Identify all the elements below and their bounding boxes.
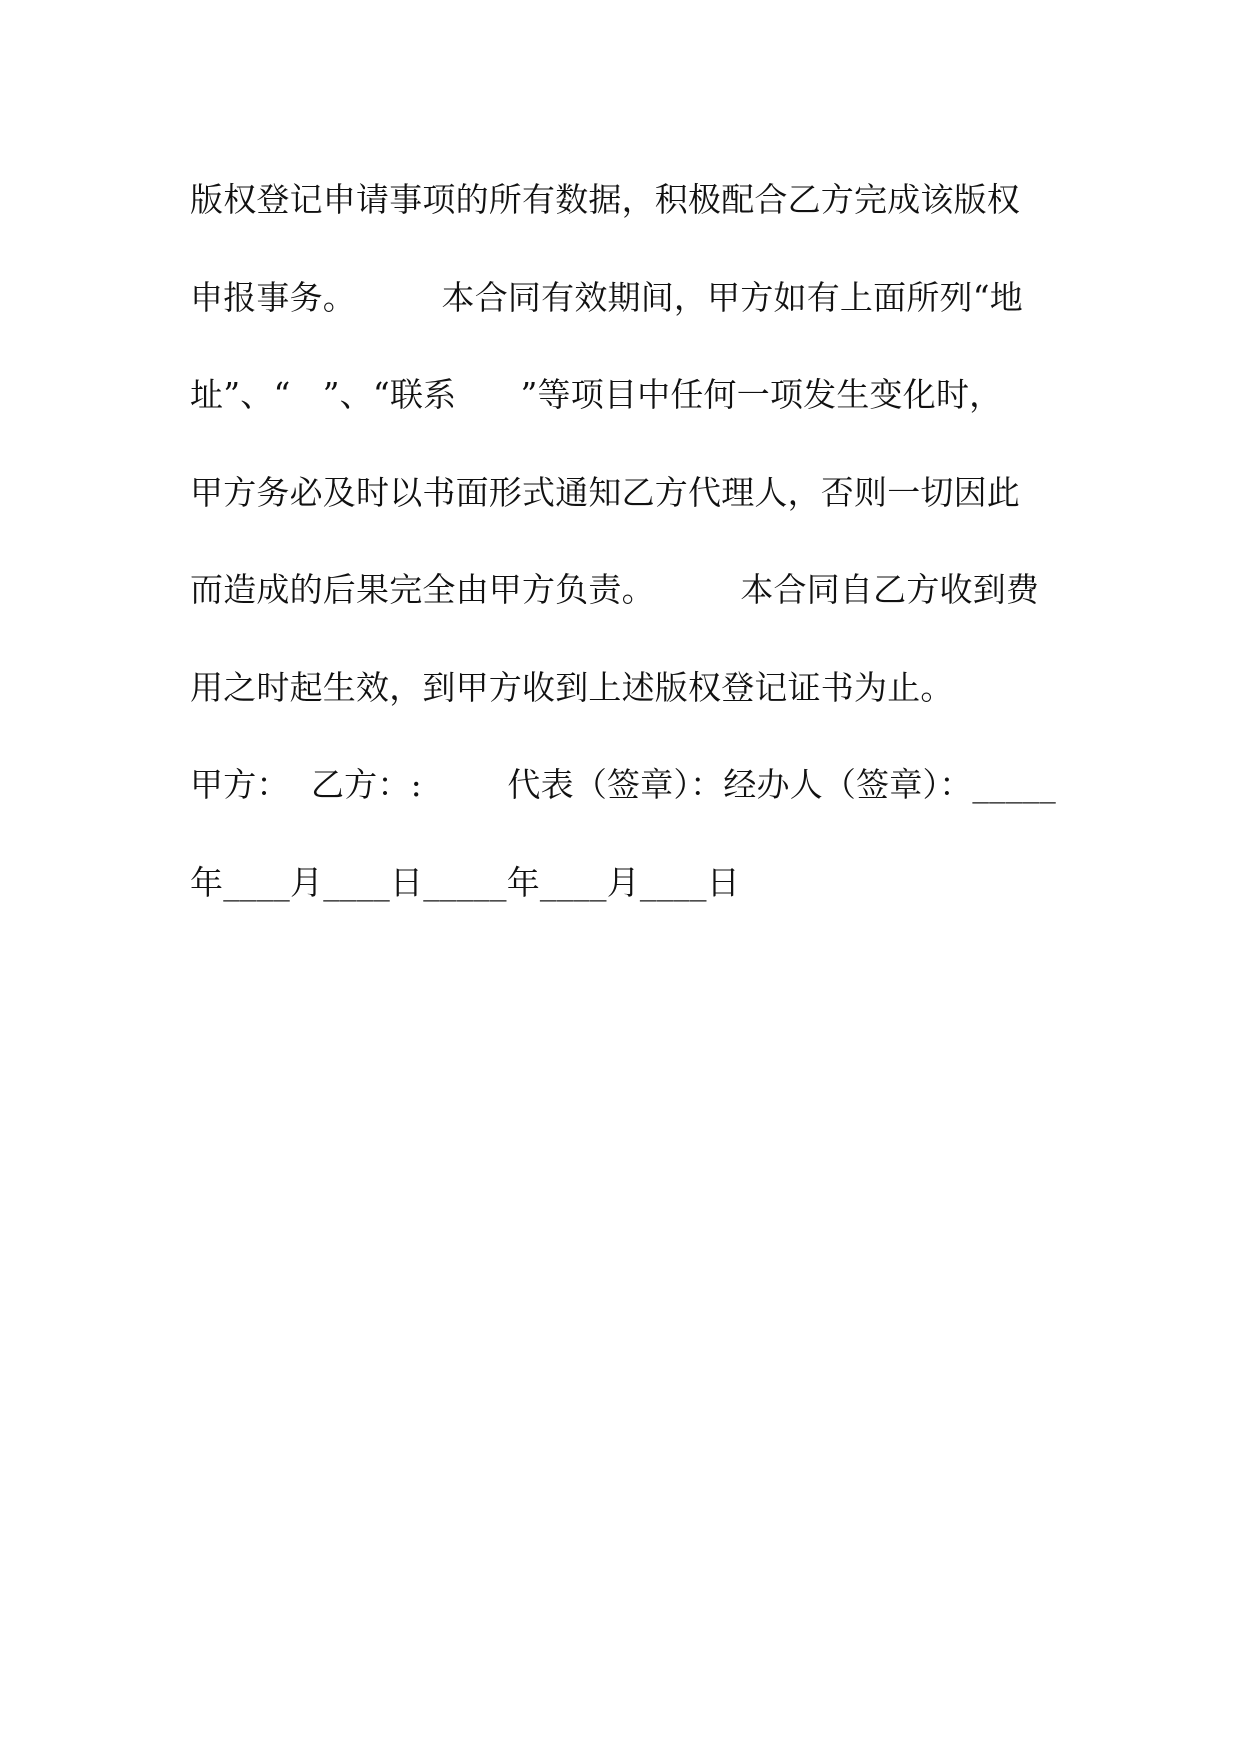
contract-text <box>190 170 1070 950</box>
text-line-5: 而造成的后果完全由甲方负责。 本合同自乙方收到费 <box>190 570 1040 609</box>
date-line: 年____月____日_____年____月____日 <box>190 862 740 902</box>
text-line-6: 用之时起生效，到甲方收到上述版权登记证书为止。 <box>190 667 954 707</box>
text-line-4: 甲方务必及时以书面形式通知乙方代理人，否则一切因此 <box>190 472 1020 512</box>
text-line-2: 申报事务。 本合同有效期间，甲方如有上面所列“地 <box>190 277 1023 317</box>
text-line-1: 版权登记申请事项的所有数据，积极配合乙方完成该版权 <box>190 180 1020 219</box>
signature-line: 甲方： 乙方：: 代表（签章）：经办人（签章）：_____ <box>190 765 1056 804</box>
text-line-3: 址”、“ ”、“联系 ”等项目中任何一项发生变化时， <box>190 375 1003 414</box>
